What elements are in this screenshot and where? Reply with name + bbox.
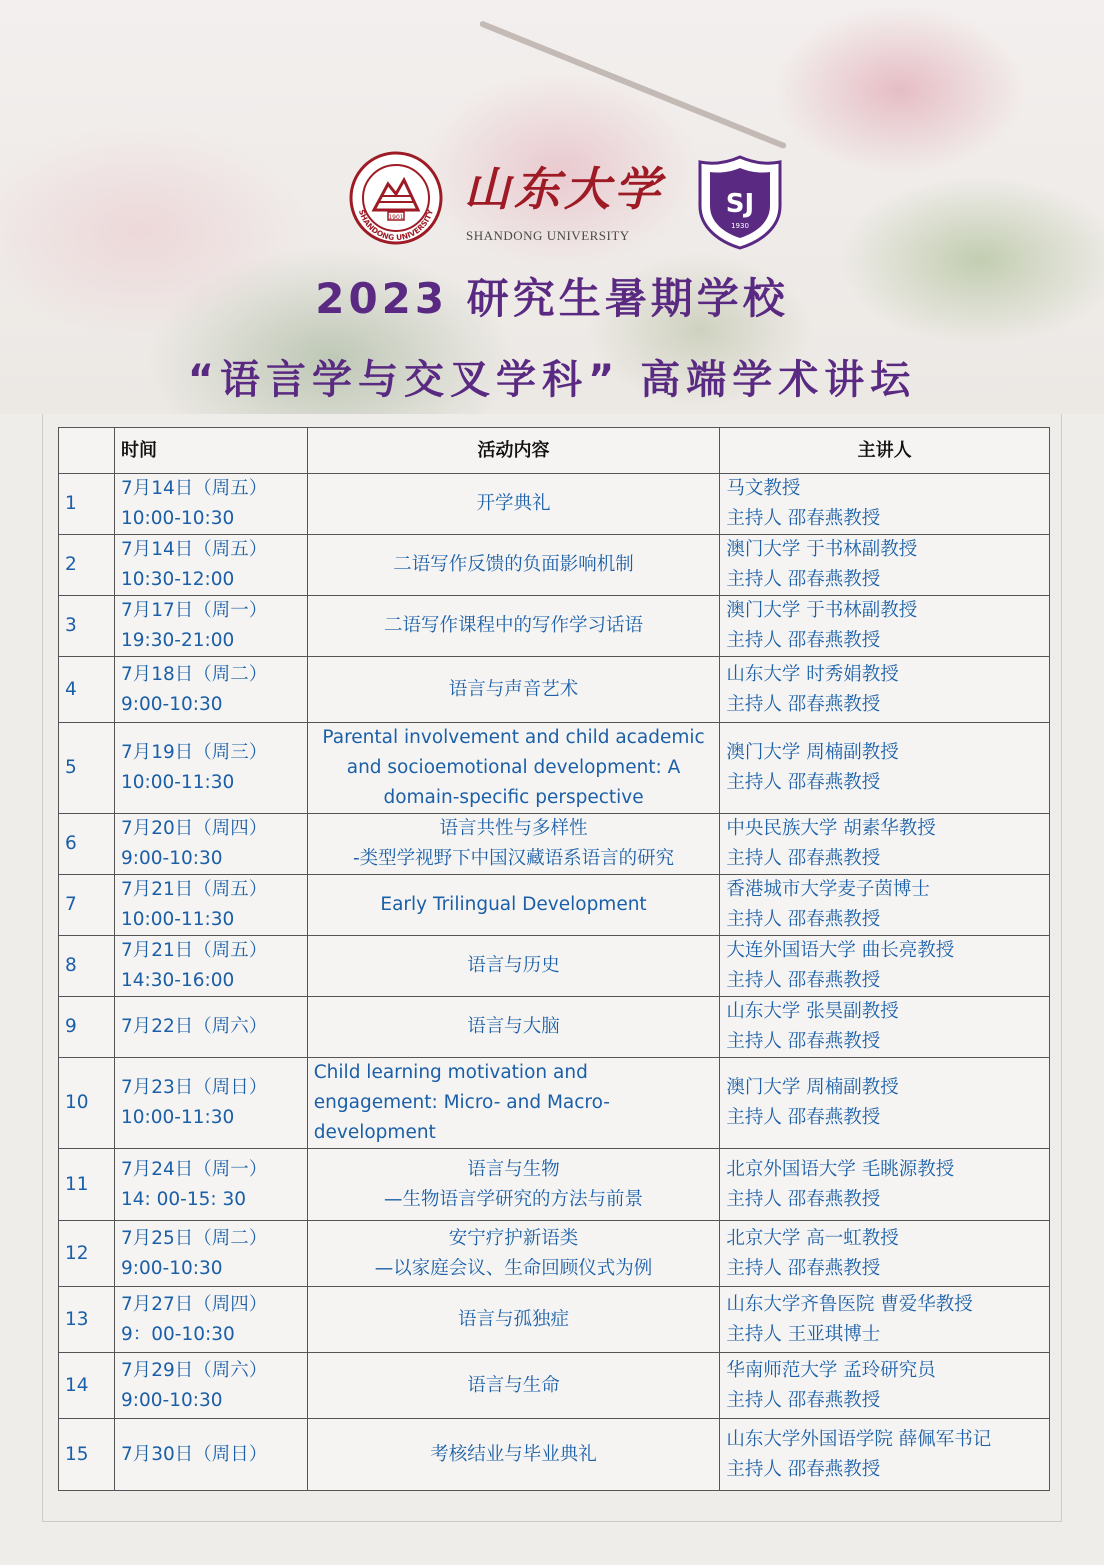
host-name: 主持人 邵春燕教授 bbox=[726, 1188, 881, 1210]
row-speaker-cell bbox=[720, 875, 1050, 936]
row-activity-cell bbox=[307, 723, 720, 814]
row-activity-cell bbox=[307, 1353, 720, 1419]
row-speaker-cell bbox=[720, 657, 1050, 723]
row-number: 15 bbox=[59, 1419, 115, 1491]
speaker-name: 北京外国语大学 毛眺源教授 bbox=[726, 1158, 955, 1180]
host-name: 主持人 邵春燕教授 bbox=[726, 569, 881, 590]
row-number: 5 bbox=[59, 723, 115, 814]
row-time-cell bbox=[114, 723, 307, 814]
speaker-name: 大连外国语大学 曲长亮教授 bbox=[726, 940, 955, 961]
row-activity-cell bbox=[307, 936, 720, 997]
row-number: 13 bbox=[59, 1287, 115, 1353]
row-number: 1 bbox=[59, 474, 115, 535]
activity-text: 语言与声音艺术 bbox=[448, 678, 579, 700]
row-number: 8 bbox=[59, 936, 115, 997]
activity-text: Early Trilingual Development bbox=[380, 894, 647, 915]
session-time: 19:30-21:00 bbox=[120, 630, 235, 651]
activity-text: 语言与生物 bbox=[467, 1158, 560, 1180]
table-header-row bbox=[59, 428, 1050, 474]
row-time-cell bbox=[114, 1353, 307, 1419]
row-speaker-cell bbox=[720, 936, 1050, 997]
row-number: 11 bbox=[59, 1149, 115, 1221]
table-row bbox=[59, 535, 1050, 596]
host-name: 主持人 邵春燕教授 bbox=[726, 1257, 881, 1279]
table-row bbox=[59, 1149, 1050, 1221]
row-speaker-cell bbox=[720, 1287, 1050, 1353]
host-name: 主持人 邵春燕教授 bbox=[726, 1107, 881, 1128]
session-date: 7月30日（周日） bbox=[120, 1443, 268, 1465]
session-date: 7月17日（周一） bbox=[120, 600, 268, 621]
row-time-cell bbox=[114, 1221, 307, 1287]
row-activity-cell bbox=[307, 1419, 720, 1491]
host-name: 主持人 邵春燕教授 bbox=[726, 1389, 881, 1411]
session-time: 14:30-16:00 bbox=[120, 970, 235, 991]
header-number bbox=[59, 428, 115, 474]
session-time: 9:00-10:30 bbox=[120, 848, 223, 869]
row-time-cell bbox=[114, 596, 307, 657]
activity-text: —生物语言学研究的方法与前景 bbox=[384, 1188, 644, 1210]
row-speaker-cell bbox=[720, 596, 1050, 657]
row-time-cell bbox=[114, 535, 307, 596]
session-time: 10:30-12:00 bbox=[120, 569, 235, 590]
speaker-name: 山东大学齐鲁医院 曹爱华教授 bbox=[726, 1293, 973, 1315]
row-number: 7 bbox=[59, 875, 115, 936]
row-activity-cell bbox=[307, 875, 720, 936]
session-time: 9:00-10:30 bbox=[120, 693, 223, 715]
university-seal-icon bbox=[348, 150, 444, 246]
table-row bbox=[59, 723, 1050, 814]
row-number: 14 bbox=[59, 1353, 115, 1419]
host-name: 主持人 邵春燕教授 bbox=[726, 909, 881, 930]
activity-text: and socioemotional development: A bbox=[346, 757, 681, 778]
row-activity-cell bbox=[307, 1221, 720, 1287]
host-name: 主持人 邵春燕教授 bbox=[726, 508, 881, 529]
header-activity: 活动内容 bbox=[307, 428, 720, 474]
row-activity-cell bbox=[307, 814, 720, 875]
university-name-en: SHANDONG UNIVERSITY bbox=[466, 228, 630, 243]
row-number: 6 bbox=[59, 814, 115, 875]
title-line-2: “语言学与交叉学科” 高端学术讲坛 bbox=[187, 357, 917, 403]
host-name: 主持人 邵春燕教授 bbox=[726, 693, 881, 715]
session-date: 7月25日（周二） bbox=[120, 1227, 268, 1249]
table-row bbox=[59, 596, 1050, 657]
row-number: 12 bbox=[59, 1221, 115, 1287]
speaker-name: 华南师范大学 孟玲研究员 bbox=[726, 1359, 936, 1381]
speaker-name: 澳门大学 周楠副教授 bbox=[726, 742, 899, 763]
logo-row bbox=[348, 150, 788, 250]
row-activity-cell bbox=[307, 596, 720, 657]
speaker-name: 澳门大学 于书林副教授 bbox=[726, 539, 918, 560]
row-time-cell bbox=[114, 1058, 307, 1149]
host-name: 主持人 王亚琪博士 bbox=[726, 1323, 881, 1345]
speaker-name: 中央民族大学 胡素华教授 bbox=[726, 818, 936, 839]
activity-text: Parental involvement and child academic bbox=[322, 727, 705, 748]
session-date: 7月14日（周五） bbox=[120, 478, 268, 499]
host-name: 主持人 邵春燕教授 bbox=[726, 848, 881, 869]
seal-text: SHANDONG UNIVERSITY bbox=[356, 208, 436, 243]
activity-text: —以家庭会议、生命回顾仪式为例 bbox=[374, 1257, 653, 1279]
row-time-cell bbox=[114, 1419, 307, 1491]
host-name: 主持人 邵春燕教授 bbox=[726, 772, 881, 793]
speaker-name: 山东大学 张昊副教授 bbox=[726, 1001, 899, 1022]
session-date: 7月21日（周五） bbox=[120, 940, 268, 961]
row-activity-cell bbox=[307, 1287, 720, 1353]
session-date: 7月24日（周一） bbox=[120, 1158, 268, 1180]
speaker-name: 香港城市大学麦子茵博士 bbox=[726, 879, 930, 900]
session-date: 7月21日（周五） bbox=[120, 879, 268, 900]
table-row bbox=[59, 1287, 1050, 1353]
row-speaker-cell bbox=[720, 814, 1050, 875]
row-time-cell bbox=[114, 474, 307, 535]
session-time: 9:00-10:30 bbox=[120, 1257, 223, 1279]
table-row bbox=[59, 1221, 1050, 1287]
row-activity-cell bbox=[307, 1149, 720, 1221]
row-speaker-cell bbox=[720, 1353, 1050, 1419]
row-time-cell bbox=[114, 936, 307, 997]
activity-text: 语言共性与多样性 bbox=[439, 818, 588, 839]
row-activity-cell bbox=[307, 535, 720, 596]
session-time: 10:00-11:30 bbox=[120, 909, 235, 930]
table-row bbox=[59, 474, 1050, 535]
activity-text: 二语写作课程中的写作学习话语 bbox=[384, 615, 644, 636]
row-time-cell bbox=[114, 1149, 307, 1221]
activity-text: 考核结业与毕业典礼 bbox=[430, 1443, 597, 1465]
session-date: 7月27日（周四） bbox=[120, 1293, 268, 1315]
table-row bbox=[59, 936, 1050, 997]
row-activity-cell bbox=[307, 1058, 720, 1149]
badge-year: 1930 bbox=[731, 222, 749, 230]
session-time: 14: 00-15: 30 bbox=[120, 1188, 247, 1210]
row-number: 10 bbox=[59, 1058, 115, 1149]
speaker-name: 澳门大学 于书林副教授 bbox=[726, 600, 918, 621]
speaker-name: 澳门大学 周楠副教授 bbox=[726, 1077, 899, 1098]
table-row bbox=[59, 997, 1050, 1058]
row-speaker-cell bbox=[720, 535, 1050, 596]
row-activity-cell bbox=[307, 997, 720, 1058]
row-activity-cell bbox=[307, 474, 720, 535]
activity-text: 语言与生命 bbox=[467, 1374, 560, 1396]
table-row bbox=[59, 1353, 1050, 1419]
activity-text: 语言与历史 bbox=[467, 955, 560, 976]
row-speaker-cell bbox=[720, 1419, 1050, 1491]
host-name: 主持人 邵春燕教授 bbox=[726, 1031, 881, 1052]
row-number: 3 bbox=[59, 596, 115, 657]
speaker-name: 北京大学 高一虹教授 bbox=[726, 1227, 899, 1249]
table-row bbox=[59, 1419, 1050, 1491]
activity-text: 开学典礼 bbox=[476, 493, 551, 514]
activity-text: 安宁疗护新语类 bbox=[448, 1227, 579, 1249]
schedule-table bbox=[58, 427, 1050, 1491]
activity-text: 二语写作反馈的负面影响机制 bbox=[393, 554, 634, 575]
speaker-name: 山东大学外国语学院 薛佩军书记 bbox=[726, 1428, 992, 1450]
speaker-name: 山东大学 时秀娟教授 bbox=[726, 663, 899, 685]
table-row bbox=[59, 875, 1050, 936]
session-time: 10:00-11:30 bbox=[120, 1107, 235, 1128]
session-time: 9:00-10:30 bbox=[120, 1389, 223, 1411]
activity-text: domain-specific perspective bbox=[383, 787, 644, 808]
session-date: 7月19日（周三） bbox=[120, 742, 268, 763]
session-time: 9：00-10:30 bbox=[120, 1323, 235, 1345]
row-time-cell bbox=[114, 1287, 307, 1353]
row-time-cell bbox=[114, 657, 307, 723]
row-number: 2 bbox=[59, 535, 115, 596]
session-date: 7月23日（周日） bbox=[120, 1077, 268, 1098]
header-banner bbox=[0, 0, 1104, 414]
activity-text: development bbox=[313, 1122, 436, 1143]
host-name: 主持人 邵春燕教授 bbox=[726, 630, 881, 651]
row-number: 9 bbox=[59, 997, 115, 1058]
session-time: 10:00-10:30 bbox=[120, 508, 235, 529]
row-time-cell bbox=[114, 814, 307, 875]
row-speaker-cell bbox=[720, 1221, 1050, 1287]
table-row bbox=[59, 657, 1050, 723]
flower-branch-decoration bbox=[479, 20, 787, 149]
session-date: 7月18日（周二） bbox=[120, 663, 268, 685]
activity-text: engagement: Micro- and Macro- bbox=[313, 1092, 610, 1113]
title-line-1: 2023 研究生暑期学校 bbox=[315, 274, 789, 323]
row-speaker-cell bbox=[720, 474, 1050, 535]
header-time: 时间 bbox=[114, 428, 307, 474]
row-speaker-cell bbox=[720, 997, 1050, 1058]
university-name: 山东大学 bbox=[464, 162, 664, 216]
speaker-name: 马文教授 bbox=[726, 478, 801, 499]
host-name: 主持人 邵春燕教授 bbox=[726, 1458, 881, 1480]
row-speaker-cell bbox=[720, 1149, 1050, 1221]
activity-text: -类型学视野下中国汉藏语系语言的研究 bbox=[352, 848, 675, 869]
session-date: 7月22日（周六） bbox=[120, 1016, 268, 1037]
activity-text: 语言与大脑 bbox=[467, 1016, 560, 1037]
activity-text: 语言与孤独症 bbox=[458, 1308, 570, 1330]
host-name: 主持人 邵春燕教授 bbox=[726, 970, 881, 991]
row-time-cell bbox=[114, 997, 307, 1058]
table-row bbox=[59, 814, 1050, 875]
seal-year: 1901 bbox=[388, 214, 404, 221]
activity-text: Child learning motivation and bbox=[313, 1062, 588, 1083]
table-row bbox=[59, 1058, 1050, 1149]
session-time: 10:00-11:30 bbox=[120, 772, 235, 793]
svg-text:SJ: SJ bbox=[725, 189, 755, 219]
session-date: 7月29日（周六） bbox=[120, 1359, 268, 1381]
row-activity-cell bbox=[307, 657, 720, 723]
row-time-cell bbox=[114, 875, 307, 936]
session-date: 7月14日（周五） bbox=[120, 539, 268, 560]
row-number: 4 bbox=[59, 657, 115, 723]
session-date: 7月20日（周四） bbox=[120, 818, 268, 839]
header-speaker: 主讲人 bbox=[720, 428, 1050, 474]
row-speaker-cell bbox=[720, 723, 1050, 814]
row-speaker-cell bbox=[720, 1058, 1050, 1149]
school-badge-icon bbox=[696, 154, 784, 250]
